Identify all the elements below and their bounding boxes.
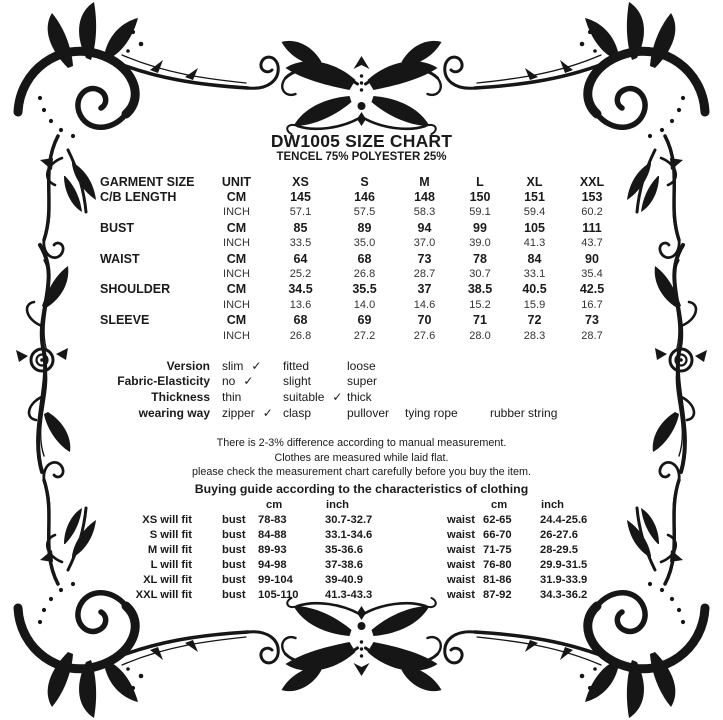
size-cell: 43.7 xyxy=(581,237,603,250)
feature-label: Thickness xyxy=(151,389,210,404)
check-mark-icon: ✓ xyxy=(251,358,262,373)
guide-cm-range: 87-92 xyxy=(483,588,512,601)
guide-cm-range: 66-70 xyxy=(483,529,512,542)
guide-inch-range: 24.4-25.6 xyxy=(540,514,588,527)
guide-inch-range: 26-27.6 xyxy=(540,529,578,542)
size-cell: 60.2 xyxy=(581,206,603,219)
feature-option xyxy=(283,359,347,373)
unit-cell: INCH xyxy=(223,298,250,311)
row-label: WAIST xyxy=(100,251,140,266)
size-cell: 35.5 xyxy=(352,282,377,297)
feature-option-text: suitable xyxy=(283,389,325,404)
guide-inch-range: 33.1-34.6 xyxy=(325,529,373,542)
size-table-row-waist-cm xyxy=(100,251,622,266)
size-cell: 90 xyxy=(585,251,599,266)
guide-inch-range: 30.7-32.7 xyxy=(325,514,373,527)
size-cell: 42.5 xyxy=(579,282,605,297)
size-cell: 57.1 xyxy=(289,206,312,219)
size-cell: 30.7 xyxy=(469,268,491,281)
guide-measure-label: bust xyxy=(222,559,246,571)
buying-guide-header-row xyxy=(104,498,640,513)
unit-cell: INCH xyxy=(223,206,250,219)
size-table-row-shoulder-cm xyxy=(100,282,622,297)
size-cell: 57.5 xyxy=(353,206,376,219)
guide-cm-range: 84-88 xyxy=(258,529,287,542)
guide-col-header-cm: cm xyxy=(491,499,508,512)
size-cell: 14.6 xyxy=(413,298,436,311)
size-cell: 64 xyxy=(293,251,308,266)
col-header-garment-size: GARMENT SIZE xyxy=(100,174,195,189)
size-cell: 40.5 xyxy=(522,282,547,297)
size-cell: 146 xyxy=(354,190,375,205)
page-title: DW1005 SIZE CHART xyxy=(270,131,453,151)
buying-guide-row-xxl xyxy=(104,587,640,602)
size-cell: 39.0 xyxy=(469,237,491,250)
size-cell: 33.1 xyxy=(523,268,546,281)
size-cell: 105 xyxy=(524,220,545,235)
feature-row-thickness xyxy=(0,389,605,405)
guide-col-header-inch: inch xyxy=(541,499,564,512)
size-cell: 38.5 xyxy=(467,282,493,297)
unit-cell: CM xyxy=(226,282,247,297)
size-cell: 71 xyxy=(473,313,487,328)
col-header-size: XL xyxy=(526,174,543,189)
feature-option-text: zipper xyxy=(222,405,255,420)
size-cell: 16.7 xyxy=(581,298,603,311)
size-cell: 35.4 xyxy=(581,268,603,281)
row-label: BUST xyxy=(100,220,135,235)
guide-measure-label: waist xyxy=(447,514,475,527)
buying-guide-row-l xyxy=(104,558,640,573)
check-mark-icon: ✓ xyxy=(262,405,273,420)
col-header-size: L xyxy=(476,174,484,189)
feature-label: Fabric-Elasticity xyxy=(117,374,210,389)
size-cell: 28.3 xyxy=(523,329,546,342)
size-cell: 15.9 xyxy=(523,298,546,311)
size-cell: 89 xyxy=(357,220,372,235)
unit-cell: CM xyxy=(226,220,247,235)
guide-cm-range: 71-75 xyxy=(483,544,512,557)
size-cell: 37.0 xyxy=(413,237,436,250)
size-table-row-shoulder-inch xyxy=(100,297,622,312)
size-cell: 27.2 xyxy=(353,329,376,342)
feature-option-text: fitted xyxy=(283,358,310,373)
guide-measure-label: waist xyxy=(447,573,475,586)
feature-label: wearing way xyxy=(138,405,210,420)
row-label: SHOULDER xyxy=(100,282,171,297)
size-cell: 37 xyxy=(417,282,432,297)
guide-inch-range: 37-38.6 xyxy=(325,559,363,571)
feature-option xyxy=(222,406,283,420)
size-cell: 153 xyxy=(581,190,603,205)
feature-option xyxy=(347,390,405,404)
feature-option xyxy=(283,374,347,388)
buying-guide-row-xl xyxy=(104,572,640,587)
size-cell: 28.0 xyxy=(469,329,491,342)
size-table-header-row xyxy=(100,174,622,189)
size-table-row-sleeve-inch xyxy=(100,328,622,343)
guide-inch-range: 41.3-43.3 xyxy=(325,588,373,601)
note-line: Clothes are measured while laid flat. xyxy=(274,451,449,464)
guide-size-label: S will fit xyxy=(149,529,192,542)
feature-option xyxy=(347,359,405,373)
check-mark-icon: ✓ xyxy=(243,374,254,389)
guide-cm-range: 105-110 xyxy=(258,588,299,601)
feature-row-fabric-elasticity xyxy=(0,374,605,390)
size-cell: 34.5 xyxy=(288,282,313,297)
size-cell: 73 xyxy=(417,251,432,266)
guide-cm-range: 94-98 xyxy=(258,559,287,571)
guide-cm-range: 99-104 xyxy=(258,573,293,586)
size-cell: 59.1 xyxy=(469,206,491,219)
guide-inch-range: 29.9-31.5 xyxy=(540,559,588,571)
size-cell: 25.2 xyxy=(289,268,312,281)
feature-option-text: clasp xyxy=(283,405,312,420)
feature-option-text: slight xyxy=(283,374,312,389)
buying-guide-table xyxy=(104,498,640,602)
size-cell: 69 xyxy=(357,313,372,328)
size-cell: 26.8 xyxy=(289,329,312,342)
size-cell: 58.3 xyxy=(413,206,436,219)
fabric-composition: TENCEL 75% POLYESTER 25% xyxy=(276,151,447,163)
measurement-notes xyxy=(0,436,723,497)
feature-option-text: thin xyxy=(222,389,242,404)
guide-inch-range: 31.9-33.9 xyxy=(540,573,588,586)
col-header-unit: UNIT xyxy=(221,174,252,189)
size-cell: 85 xyxy=(293,220,308,235)
feature-option xyxy=(222,359,283,373)
guide-cm-range: 89-93 xyxy=(258,544,287,557)
guide-col-header-cm: cm xyxy=(266,499,283,512)
guide-cm-range: 78-83 xyxy=(258,514,287,527)
guide-inch-range: 34.3-36.2 xyxy=(540,588,588,601)
feature-row-wearing-way xyxy=(0,405,605,421)
size-cell: 99 xyxy=(473,220,487,235)
unit-cell: INCH xyxy=(223,237,250,250)
garment-features xyxy=(0,358,605,420)
size-cell: 68 xyxy=(293,313,308,328)
size-table-row-bust-inch xyxy=(100,236,622,251)
guide-cm-range: 76-80 xyxy=(483,559,512,571)
feature-option xyxy=(283,406,347,420)
feature-option xyxy=(347,406,405,420)
feature-option xyxy=(405,406,490,420)
size-cell: 84 xyxy=(527,251,542,266)
guide-inch-range: 28-29.5 xyxy=(540,544,578,557)
guide-cm-range: 62-65 xyxy=(483,514,512,527)
guide-measure-label: bust xyxy=(222,588,246,601)
feature-row-version xyxy=(0,358,605,374)
feature-option-text: tying rope xyxy=(405,405,458,420)
buying-guide-row-s xyxy=(104,528,640,543)
size-cell: 59.4 xyxy=(523,206,546,219)
size-cell: 73 xyxy=(585,313,599,328)
note-line: please check the measurement chart carefully before you buy the item. xyxy=(191,466,532,479)
guide-size-label: XXL will fit xyxy=(135,588,192,601)
guide-measure-label: waist xyxy=(447,588,475,601)
size-table-row-sleeve-cm xyxy=(100,313,622,328)
col-header-size: XXL xyxy=(579,174,605,189)
unit-cell: INCH xyxy=(223,268,250,281)
unit-cell: INCH xyxy=(223,329,250,342)
size-cell: 27.6 xyxy=(413,329,436,342)
guide-size-label: M will fit xyxy=(147,544,192,557)
feature-option xyxy=(347,374,405,388)
guide-cm-range: 81-86 xyxy=(483,573,512,586)
guide-inch-range: 39-40.9 xyxy=(325,573,363,586)
size-table-row-cb-length-cm xyxy=(100,189,622,204)
size-cell: 33.5 xyxy=(289,237,312,250)
size-cell: 111 xyxy=(582,220,602,235)
feature-option-text: slim xyxy=(222,358,244,373)
feature-option xyxy=(222,390,283,404)
size-cell: 28.7 xyxy=(581,329,603,342)
feature-option-text: loose xyxy=(347,358,376,373)
feature-option-text: super xyxy=(347,374,378,389)
feature-option-text: no xyxy=(222,374,236,389)
guide-measure-label: bust xyxy=(222,514,246,527)
size-cell: 148 xyxy=(414,190,435,205)
size-table-row-cb-length-inch xyxy=(100,205,622,220)
col-header-size: XS xyxy=(292,174,309,189)
guide-size-label: L will fit xyxy=(150,559,192,571)
guide-inch-range: 35-36.6 xyxy=(325,544,363,557)
garment-size-table xyxy=(100,174,622,343)
size-cell: 68 xyxy=(357,251,372,266)
size-cell: 15.2 xyxy=(469,298,491,311)
buying-guide-row-m xyxy=(104,543,640,558)
size-table-row-bust-cm xyxy=(100,220,622,235)
feature-option-text: thick xyxy=(347,389,372,404)
size-cell: 41.3 xyxy=(523,237,546,250)
size-cell: 78 xyxy=(473,251,487,266)
feature-option xyxy=(222,374,283,388)
feature-option-text: rubber string xyxy=(490,405,558,420)
buying-guide-heading: Buying guide according to the characteristics of clothing xyxy=(194,481,529,496)
size-cell: 14.0 xyxy=(353,298,376,311)
guide-measure-label: waist xyxy=(447,559,475,571)
guide-size-label: XL will fit xyxy=(143,573,192,586)
feature-option xyxy=(490,406,605,420)
check-mark-icon: ✓ xyxy=(332,389,343,404)
size-cell: 28.7 xyxy=(413,268,436,281)
size-cell: 94 xyxy=(417,220,432,235)
size-table-row-waist-inch xyxy=(100,266,622,281)
unit-cell: CM xyxy=(226,190,247,205)
size-cell: 35.0 xyxy=(353,237,376,250)
size-cell: 70 xyxy=(417,313,432,328)
guide-measure-label: bust xyxy=(222,544,246,557)
unit-cell: CM xyxy=(226,251,247,266)
size-cell: 72 xyxy=(527,313,542,328)
size-cell: 151 xyxy=(524,190,545,205)
row-label: SLEEVE xyxy=(100,313,150,328)
feature-label: Version xyxy=(166,358,210,373)
size-cell: 13.6 xyxy=(289,298,312,311)
guide-measure-label: bust xyxy=(222,573,246,586)
buying-guide-row-xs xyxy=(104,513,640,528)
feature-option-text: pullover xyxy=(347,405,390,420)
size-cell: 145 xyxy=(290,190,311,205)
guide-size-label: XS will fit xyxy=(142,514,192,527)
col-header-size: S xyxy=(360,174,369,189)
guide-measure-label: bust xyxy=(222,529,246,542)
size-cell: 26.8 xyxy=(353,268,376,281)
col-header-size: M xyxy=(419,174,430,189)
guide-measure-label: waist xyxy=(447,529,475,542)
feature-option xyxy=(283,390,347,404)
unit-cell: CM xyxy=(226,313,247,328)
note-line: There is 2-3% difference according to manual measurement. xyxy=(216,437,507,449)
size-cell: 150 xyxy=(469,190,491,205)
guide-col-header-inch: inch xyxy=(326,499,349,512)
guide-measure-label: waist xyxy=(447,544,475,557)
row-label: C/B LENGTH xyxy=(100,190,177,205)
